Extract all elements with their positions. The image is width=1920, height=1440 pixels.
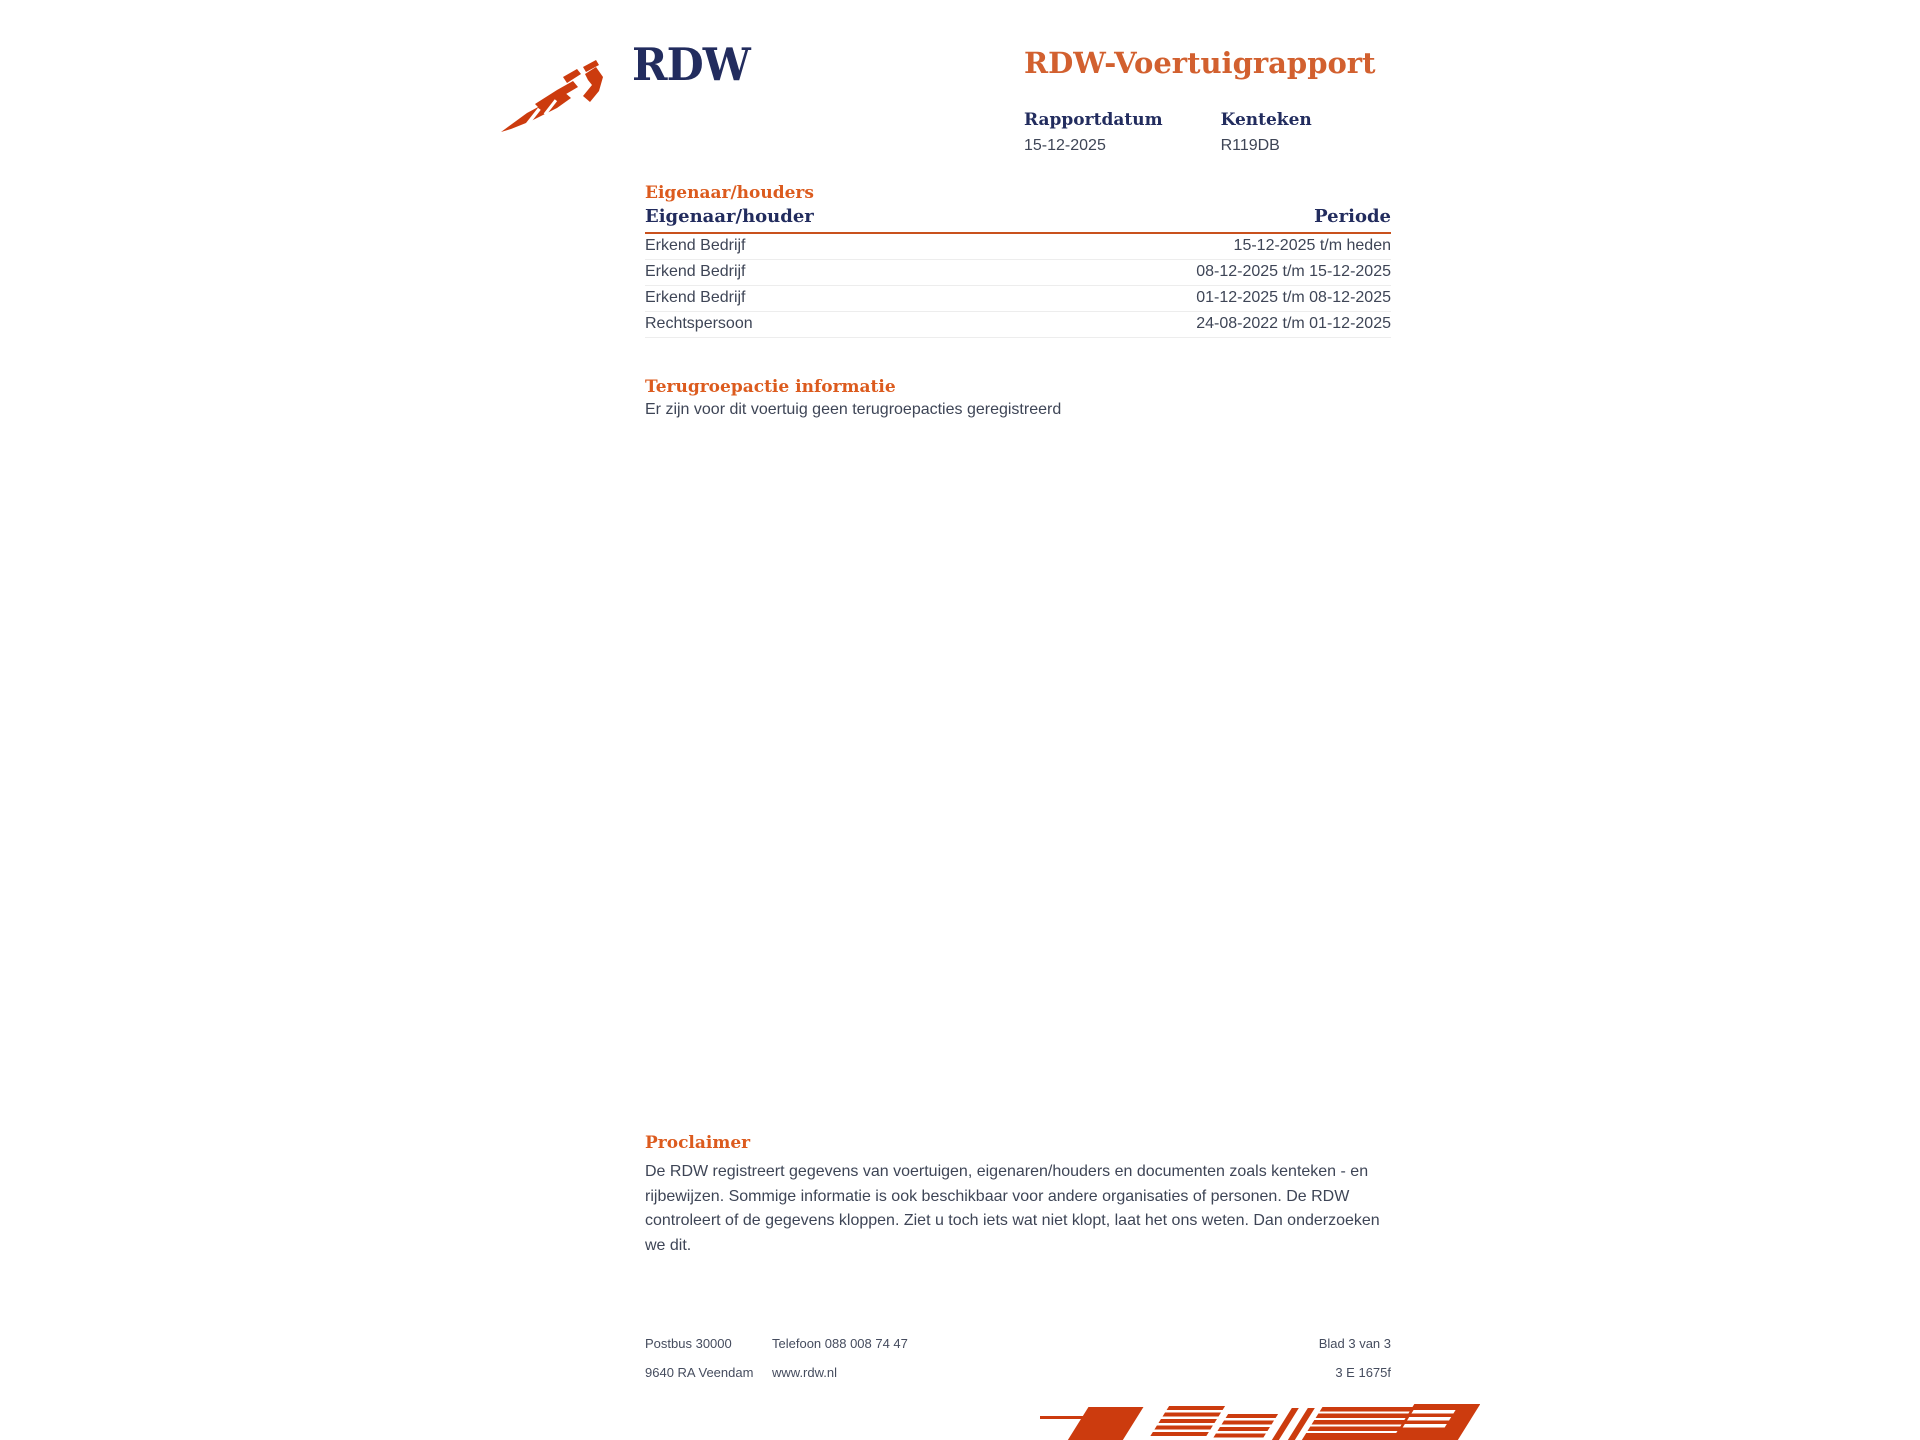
rdw-feather-icon	[498, 56, 620, 134]
footer-row	[645, 1336, 1391, 1351]
owner-name: Erkend Bedrijf	[645, 289, 746, 306]
report-meta	[1024, 110, 1351, 155]
recall-section-heading: Terugroepactie informatie	[645, 377, 896, 397]
page-footer	[645, 1336, 1391, 1394]
table-row	[645, 286, 1391, 312]
footer-page-indicator: Blad 3 van 3	[1318, 1336, 1391, 1351]
stripes-icon	[1040, 1402, 1480, 1440]
footer-address-line2: 9640 RA Veendam	[645, 1365, 754, 1380]
footer-form-code: 3 E 1675f	[1335, 1365, 1391, 1380]
owners-col-period: Periode	[1314, 206, 1391, 227]
proclaimer-section-heading: Proclaimer	[645, 1133, 751, 1153]
owner-period: 15-12-2025 t/m heden	[1233, 237, 1391, 254]
footer-website: www.rdw.nl	[772, 1365, 838, 1380]
report-date-block	[1024, 110, 1163, 155]
owner-period: 08-12-2025 t/m 15-12-2025	[1196, 263, 1391, 280]
footer-phone: Telefoon 088 008 74 47	[772, 1336, 908, 1351]
table-row	[645, 234, 1391, 260]
owner-period: 24-08-2022 t/m 01-12-2025	[1196, 315, 1391, 332]
license-plate-block	[1221, 110, 1351, 155]
rdw-stripes-graphic	[1040, 1402, 1480, 1440]
report-date-value: 15-12-2025	[1024, 137, 1106, 154]
rdw-logo	[498, 38, 758, 138]
license-plate-label: Kenteken	[1220, 110, 1312, 130]
owners-table-header	[645, 206, 1391, 234]
report-date-label: Rapportdatum	[1024, 110, 1163, 130]
owner-name: Erkend Bedrijf	[645, 237, 746, 254]
owners-table	[645, 206, 1391, 338]
license-plate-value: R119DB	[1220, 137, 1280, 154]
table-row	[645, 260, 1391, 286]
footer-row	[645, 1365, 1391, 1380]
proclaimer-text: De RDW registreert gegevens van voertuigen, eigenaren/houders en documenten zoals kenteken - en rijbewijzen. Sommige informatie is ook beschikbaar voor andere organisaties of personen. De RDW controleert of de gegevens kloppen. Ziet u toch iets wat niet klopt, laat het ons weten. Dan onderzoeken we dit.	[645, 1163, 1380, 1254]
owner-name: Erkend Bedrijf	[645, 263, 746, 280]
table-row	[645, 312, 1391, 338]
owner-name: Rechtspersoon	[645, 315, 753, 332]
owner-period: 01-12-2025 t/m 08-12-2025	[1196, 289, 1391, 306]
owners-col-owner: Eigenaar/houder	[645, 206, 814, 227]
rdw-wordmark: RDW	[632, 38, 750, 91]
owners-section-heading: Eigenaar/houders	[645, 183, 814, 203]
recall-text: Er zijn voor dit voertuig geen terugroepacties geregistreerd	[645, 401, 1062, 418]
page-title: RDW-Voertuigrapport	[1024, 46, 1376, 80]
footer-address-line1: Postbus 30000	[645, 1336, 732, 1351]
